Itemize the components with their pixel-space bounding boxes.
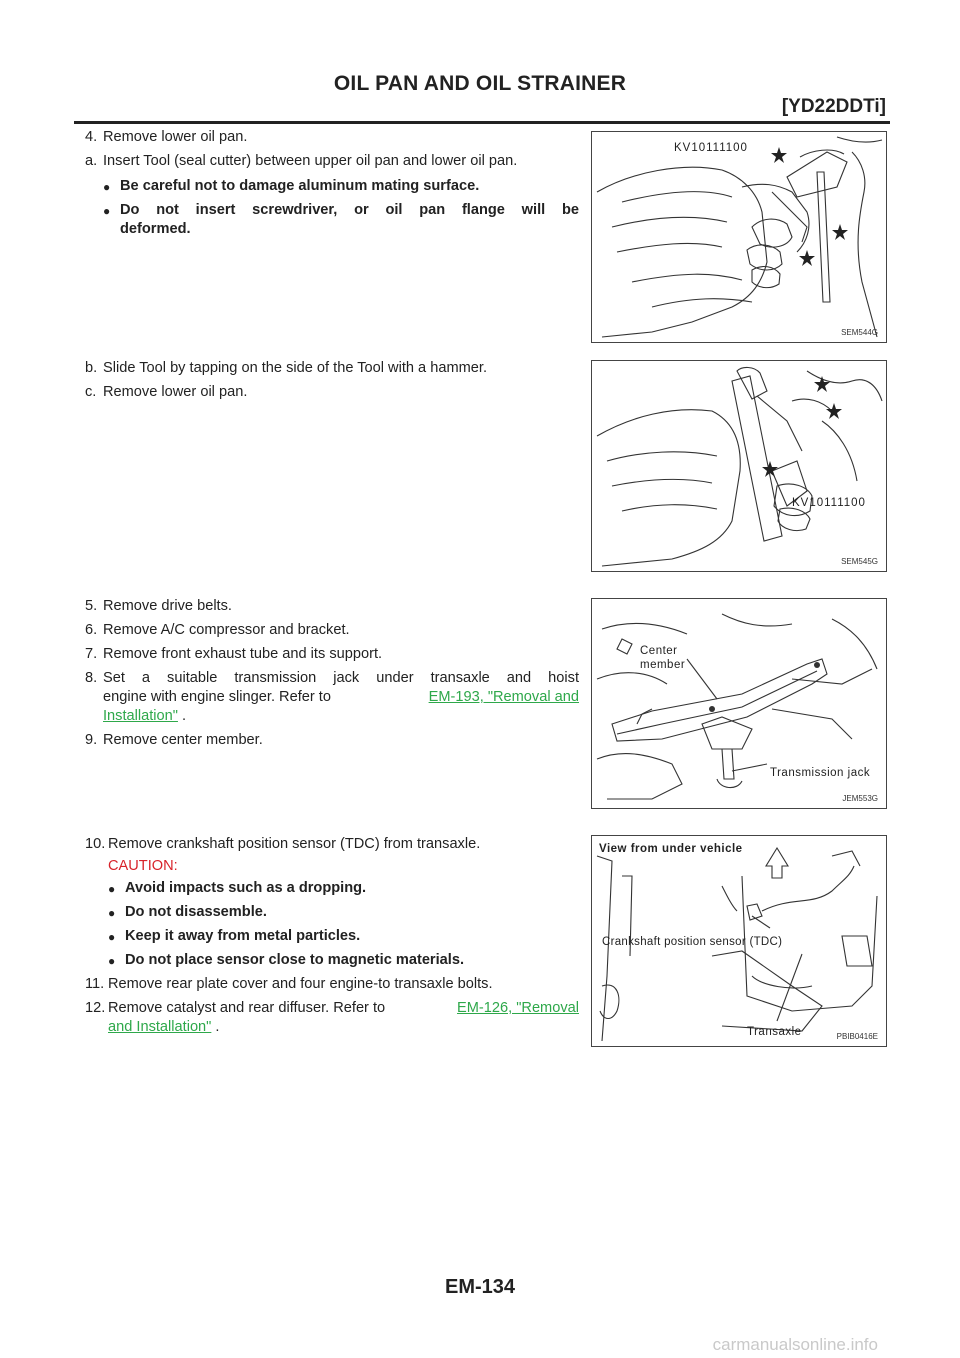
- link-em-193-cont[interactable]: Installation": [103, 708, 178, 724]
- view-title-label: View from under vehicle: [599, 843, 743, 855]
- bullet-icon: ●: [108, 882, 116, 896]
- tool-number-label: KV10111100: [674, 142, 748, 154]
- figure-code: JEM553G: [842, 794, 878, 803]
- bullet-icon: ●: [103, 180, 111, 194]
- bullet-icon: ●: [108, 930, 116, 944]
- figure-code: SEM544G: [841, 328, 878, 337]
- page-title: OIL PAN AND OIL STRAINER: [333, 72, 627, 95]
- tool-number-label: KV10111100: [792, 497, 866, 509]
- watermark: carmanualsonline.info: [712, 1335, 878, 1354]
- center-label: Center: [640, 645, 678, 657]
- seal-cutter-illustration: [592, 132, 886, 342]
- bullet-icon: ●: [108, 954, 116, 968]
- figure-seal-cutter-insert: [591, 131, 887, 343]
- figure-code: PBIB0416E: [836, 1032, 878, 1041]
- figure-code: SEM545G: [841, 557, 878, 566]
- arrow-up-icon: [766, 848, 788, 878]
- link-em-193[interactable]: EM-193, "Removal and: [428, 689, 579, 705]
- member-label: member: [640, 659, 686, 671]
- crankshaft-sensor-label: Crankshaft position sensor (TDC): [602, 936, 783, 948]
- figure-center-member-jack: [591, 598, 887, 809]
- engine-code: [YD22DDTi]: [781, 96, 886, 117]
- bullet-icon: ●: [108, 906, 116, 920]
- link-em-126-cont[interactable]: and Installation": [108, 1019, 212, 1035]
- link-em-126[interactable]: EM-126, "Removal: [457, 1000, 579, 1016]
- procedure-text: 4. Remove lower oil pan. a. Insert Tool (seal cutter) between upper oil pan and lower oil pan. ● Be careful not to damage aluminum mating surface. ● Do not insert screwdriver, or oil pan flange will be deformed. b. Slide Tool by tapping on the side of the Tool with a hammer. c. Remove lower oil pan. 5. Remove drive belts. 6. Remove A/C compressor and bracket. 7. Remove front exhaust tube and its support. 8. Set a suitable transmission jack under transaxle and hoist engine with engine slinger. Refer to EM-193, "Removal and Installation" . 9. Remove center member. 10. Remove crankshaft position sensor (TDC) from transaxle. CAUTION: ● Avoid impacts such as a dropping. ● Do not disassemble. ● Keep it away from metal particles. ● Do not place sensor close to magnetic materials. 11. Remove rear plate cover and four engine-to transaxle bolts. 12. Remove catalyst and rear diffuser. Refer to EM-126, "Removal and Installation" .: [85, 129, 579, 1035]
- bullet-icon: ●: [103, 204, 111, 218]
- figure-tap-tool-hammer: [591, 360, 887, 572]
- transaxle-label: Transaxle: [747, 1026, 802, 1038]
- caution-label: CAUTION:: [108, 858, 178, 874]
- transmission-jack-label: Transmission jack: [770, 767, 871, 779]
- hammer-illustration: [592, 361, 886, 571]
- figure-crankshaft-sensor: [591, 835, 887, 1047]
- page-number: EM-134: [444, 1276, 516, 1298]
